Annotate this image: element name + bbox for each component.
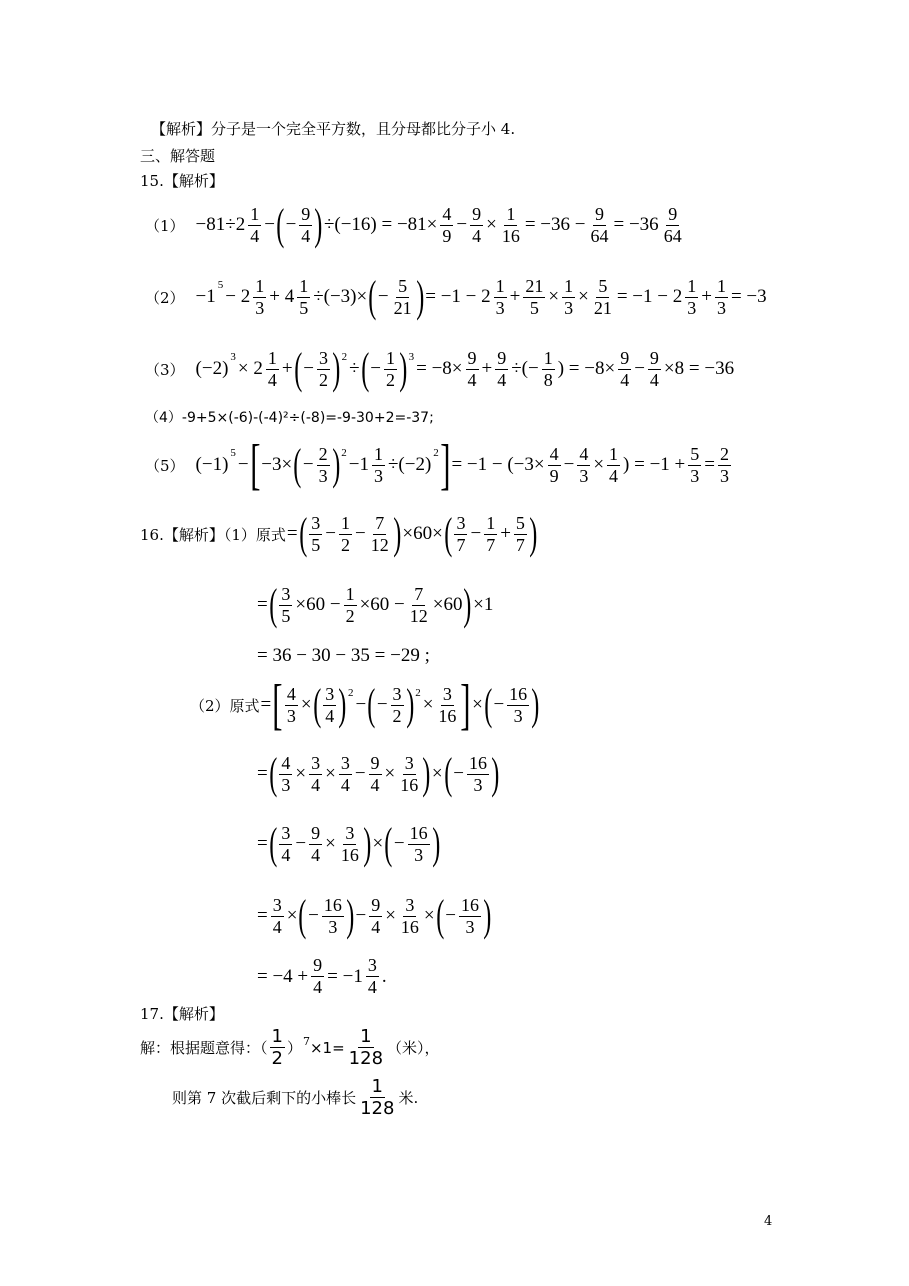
formula: = 36 − 30 − 35 = −29 ; bbox=[257, 645, 430, 666]
formula: = ( $\frac{4}{3}$ × $\frac{3}{4}$ × $\frac{3}{4}$ − $\frac{9}{4}$ × $\frac{3}{16}$ ) × ( − $\frac{16}{3}$ ) bbox=[257, 749, 500, 798]
q16-step6 bbox=[256, 955, 388, 998]
q15-part3 bbox=[145, 344, 735, 393]
section-heading bbox=[140, 145, 215, 166]
q16-step5 bbox=[256, 891, 492, 940]
q15-part1 bbox=[145, 200, 686, 249]
fraction-half: 1 2 bbox=[271, 1026, 283, 1069]
formula: = ( $\frac{3}{5}$ ×60 − $\frac{1}{2}$ ×60 − $\frac{7}{12}$ ×60 ) ×1 bbox=[257, 580, 494, 629]
q15-title: 15.【解析】 bbox=[140, 172, 224, 190]
q15-part5 bbox=[145, 434, 733, 496]
analysis-text: 【解析】分子是一个完全平方数，且分母都比分子小 4. bbox=[151, 120, 516, 138]
q15-part4 bbox=[145, 407, 434, 427]
part-label: （1） bbox=[145, 216, 185, 235]
formula: = −4 + $\frac{9}{4}$ = −1 3 4 . bbox=[257, 955, 387, 997]
formula: (−2) 3 × 2 1 4 + ( − $\frac{3}{2}$ ) 2 ÷ ( − $\frac{1}{2}$ ) 3 = −8× $\frac{9}{4}$ + $\frac{9}{4}$ ÷(− $\frac{1}{8}$ ) = −8× $\frac{9}{4}$ − $\frac{9}{4}$ ×8 = −36 bbox=[195, 344, 735, 393]
formula: (−1) 5 − [ −3× ( − $\frac{2}{3}$ ) 2 −1 $\frac{1}{3}$ ÷(−2) 2 ] = −1 − (−3× $\frac{4}{9}$ − $\frac{4}{3}$ × $\frac{1}{4}$ ) = −1 + $\frac{5}{3}$ = $\frac{2}{3}$ bbox=[195, 434, 729, 496]
analysis-line bbox=[151, 118, 515, 139]
q16-title: 16.【解析】（1）原式 bbox=[140, 525, 286, 544]
q15-heading bbox=[140, 170, 224, 191]
q17-heading bbox=[140, 1003, 224, 1024]
formula: = [ $\frac{4}{3}$ × ( 3 4 ) 2 − ( − $\frac{3}{2}$ ) 2 × $\frac{3}{16}$ ] × ( − $\frac{16}{3}$ ) bbox=[260, 674, 540, 736]
formula: −1 5 − 2 1 3 + 4 $\frac{1}{5}$ ÷(−3)× ( − $\frac{5}{21}$ ) = −1 − 2 1 3 + $\frac{21}{5}$ × $\frac{1}{3}$ × $\frac{5}{21}$ = −1 − 2 1 3 + $\frac{1}{3}$ = −3 bbox=[195, 272, 767, 321]
formula: = $\frac{3}{4}$ × ( − $\frac{16}{3}$ ) − $\frac{9}{4}$ × $\frac{3}{16}$ × ( − $\frac{16}{3}$ ) bbox=[257, 891, 492, 940]
fraction-result: 1 128 bbox=[360, 1076, 395, 1119]
formula: = ( 3 4 − $\frac{9}{4}$ × $\frac{3}{16}$ ) × ( − $\frac{16}{3}$ ) bbox=[257, 819, 440, 868]
q17-conclusion bbox=[172, 1076, 418, 1119]
page-number: 4 bbox=[764, 1214, 773, 1229]
exponent: 7 bbox=[302, 1035, 310, 1048]
part4-text: （4）-9+5×(-6)-(-4)²÷(-8)=-9-30+2=-37; bbox=[145, 410, 434, 426]
fraction-result: $\frac{1}{128}$ bbox=[348, 1026, 384, 1069]
part-label: （3） bbox=[145, 360, 185, 379]
section-title: 三、解答题 bbox=[140, 147, 216, 165]
q16-step4 bbox=[256, 819, 440, 868]
q16-step3 bbox=[256, 749, 500, 798]
solution-times: ×1= bbox=[309, 1038, 345, 1057]
part-label: （2）原式 bbox=[190, 696, 260, 715]
solution-paren: ） bbox=[286, 1039, 302, 1057]
part-label: （5） bbox=[145, 456, 185, 475]
formula: = ( 3 5 − $\frac{1}{2}$ − $\frac{7}{12}$ ) ×60× ( 3 7 − $\frac{1}{7}$ + $\frac{5}{7}$ ) bbox=[286, 509, 538, 558]
q16-step1 bbox=[256, 580, 494, 629]
formula: −81÷2 1 4 − ( − $\frac{9}{4}$ ) ÷(−16) = −81× $\frac{4}{9}$ − $\frac{9}{4}$ × $\frac{1}{16}$ = −36 − $\frac{9}{64}$ = −36 9 64 bbox=[195, 200, 682, 249]
q15-part2 bbox=[145, 272, 768, 321]
conclusion-prefix: 则第 7 次截后剩下的小棒长 bbox=[172, 1089, 357, 1107]
q16-part2 bbox=[190, 674, 540, 736]
solution-prefix: 解：根据题意得：（ bbox=[140, 1039, 268, 1057]
conclusion-suffix: 米. bbox=[398, 1089, 419, 1107]
q16-step2 bbox=[256, 645, 431, 667]
solution-unit: （米）， bbox=[387, 1039, 440, 1057]
q17-title: 17.【解析】 bbox=[140, 1005, 224, 1023]
part-label: （2） bbox=[145, 288, 185, 307]
q17-solution bbox=[140, 1026, 440, 1069]
q16-part1 bbox=[140, 509, 538, 558]
